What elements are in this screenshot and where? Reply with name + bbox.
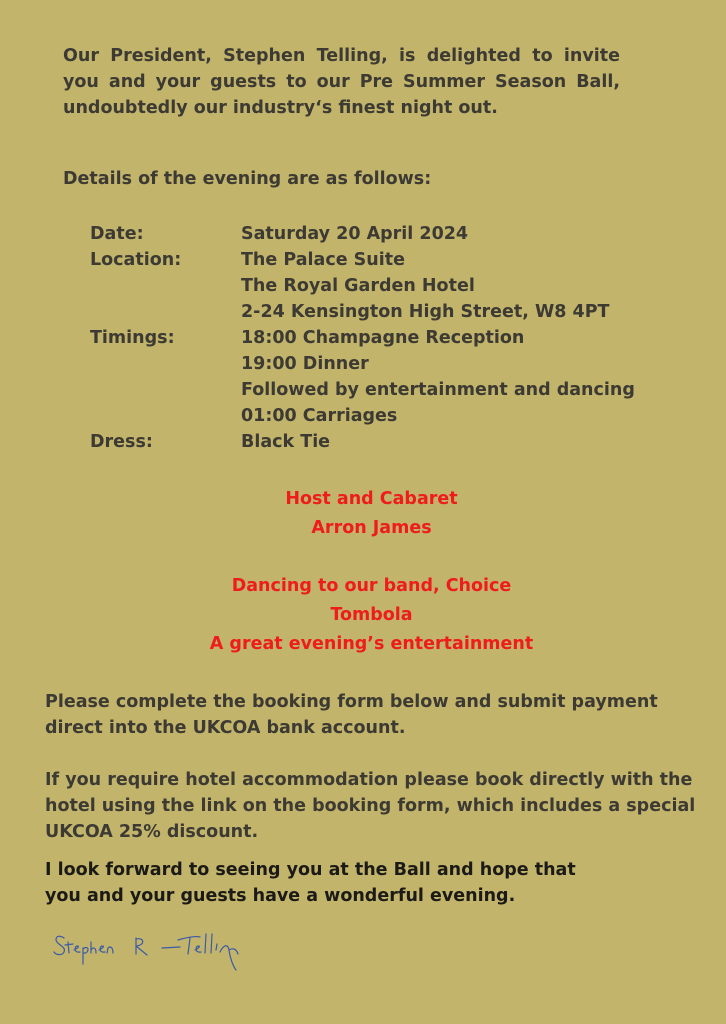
invitation-intro: Our President, Stephen Telling, is delighted to invite you and your guests to our Pre Summer Season Ball, undoubtedly our industry‘s finest night out. — [63, 46, 620, 118]
closing-paragraph: I look forward to seeing you at the Ball and hope that you and your guests have a wonderful evening. — [45, 860, 576, 906]
detail-value: 19:00 Dinner — [241, 354, 369, 374]
detail-label: Location: — [90, 250, 182, 270]
hotel-paragraph: If you require hotel accommodation please book directly with the hotel using the link on the booking form, which includes a special UKCOA 25% discount. — [45, 770, 696, 842]
highlight-line: Dancing to our band, Choice — [231, 576, 512, 596]
highlight-line: Tombola — [330, 605, 413, 625]
host-cabaret-block — [0, 485, 726, 543]
detail-value: 2-24 Kensington High Street, W8 4PT — [241, 302, 610, 322]
highlight-line: A great evening’s entertainment — [209, 634, 534, 654]
highlight-line: Arron James — [311, 518, 432, 538]
detail-value: Followed by entertainment and dancing — [241, 380, 635, 400]
detail-label: Date: — [90, 224, 144, 244]
detail-row-dress — [90, 429, 650, 455]
detail-value: 18:00 Champagne Reception — [241, 328, 525, 348]
highlight-line: Host and Cabaret — [285, 489, 458, 509]
signature — [50, 920, 250, 984]
detail-label: Dress: — [90, 432, 153, 452]
detail-label: Timings: — [90, 328, 175, 348]
detail-value: The Palace Suite — [241, 250, 405, 270]
detail-value: Saturday 20 April 2024 — [241, 224, 469, 244]
detail-value: 01:00 Carriages — [241, 406, 398, 426]
detail-row-timings — [90, 325, 650, 429]
detail-value: Black Tie — [241, 432, 331, 452]
detail-value: The Royal Garden Hotel — [241, 276, 475, 296]
details-heading: Details of the evening are as follows: — [63, 169, 432, 189]
event-details — [90, 221, 650, 455]
signature-scribble — [50, 920, 250, 980]
detail-row-date — [90, 221, 650, 247]
booking-paragraph: Please complete the booking form below and submit payment direct into the UKCOA bank account. — [45, 692, 658, 738]
detail-row-location — [90, 247, 650, 325]
entertainment-block — [0, 572, 726, 659]
